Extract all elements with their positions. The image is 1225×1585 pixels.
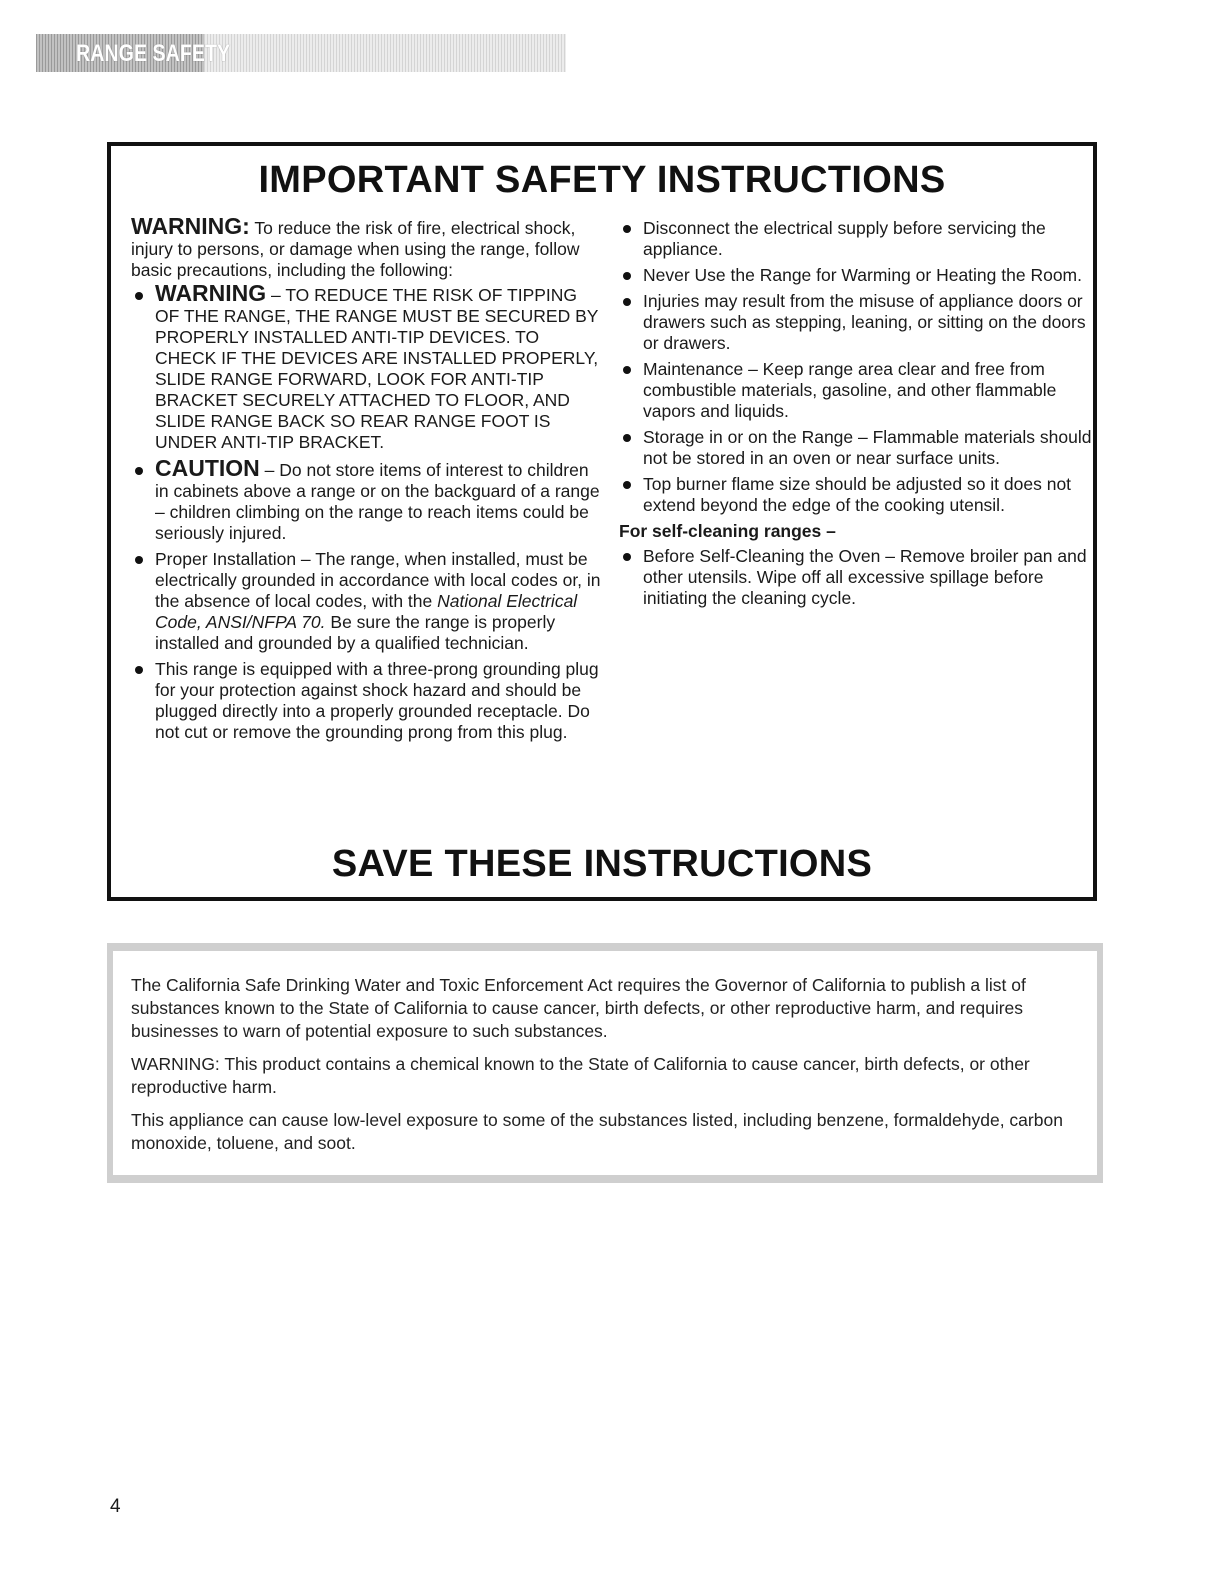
right-bullet-list xyxy=(619,218,1099,516)
safety-right-column xyxy=(619,218,1099,614)
list-item xyxy=(619,546,1099,609)
list-item-text: Never Use the Range for Warming or Heating the Room. xyxy=(643,265,1082,285)
bullet-icon xyxy=(135,467,143,475)
grounding-plug-text: This range is equipped with a three-prong grounding plug for your protection against shock hazard and should be plugged directly into a properly grounded receptacle. Do not cut or remove the grounding prong from this plug. xyxy=(155,659,599,742)
list-item xyxy=(619,218,1099,260)
caution-label: CAUTION xyxy=(155,455,260,481)
bullet-icon xyxy=(135,666,143,674)
list-item-text: Maintenance – Keep range area clear and free from combustible materials, gasoline, and other flammable vapors and liquids. xyxy=(643,359,1057,421)
save-instructions-title: SAVE THESE INSTRUCTIONS xyxy=(331,843,873,885)
list-item-text: Injuries may result from the misuse of appliance doors or drawers such as stepping, leaning, or sitting on the doors or drawers. xyxy=(643,291,1086,353)
list-item xyxy=(131,549,601,654)
prop65-paragraph: This appliance can cause low-level exposure to some of the substances listed, including benzene, formaldehyde, carbon monoxide, toluene, and soot. xyxy=(131,1110,1063,1153)
bullet-icon xyxy=(623,225,631,233)
list-item xyxy=(131,280,601,453)
left-bullet-list xyxy=(131,280,601,743)
warning-intro-label: WARNING: xyxy=(131,213,250,239)
section-header-banner xyxy=(36,34,566,72)
prop65-paragraph: The California Safe Drinking Water and Toxic Enforcement Act requires the Governor of California to publish a list of substances known to the State of California to cause cancer, birth defects, or other reproductive harm, and requires businesses to warn of potential exposure to such substances. xyxy=(131,975,1026,1041)
bullet-icon xyxy=(135,292,143,300)
bullet-icon xyxy=(623,366,631,374)
list-item xyxy=(619,265,1099,286)
prop65-text xyxy=(131,974,1071,1165)
list-item-text: Storage in or on the Range – Flammable materials should not be stored in an oven or near surface units. xyxy=(643,427,1092,468)
tip-warning-text: – TO REDUCE THE RISK OF TIPPING OF THE RANGE, THE RANGE MUST BE SECURED BY PROPERLY INSTALLED ANTI-TIP DEVICES. TO CHECK IF THE DEVICES ARE INSTALLED PROPERLY, SLIDE RANGE FORWARD, LOOK FOR ANTI-TIP BRACKET SECURELY ATTACHED TO FLOOR, AND SLIDE RANGE BACK SO REAR RANGE FOOT IS UNDER ANTI-TIP BRACKET. xyxy=(155,285,599,452)
important-safety-instructions-box xyxy=(107,142,1097,901)
list-item-text: Before Self-Cleaning the Oven – Remove broiler pan and other utensils. Wipe off all excessive spillage before initiating the cleaning cycle. xyxy=(643,546,1087,608)
prop65-paragraph: WARNING: This product contains a chemical known to the State of California to cause cancer, birth defects, or other reproductive harm. xyxy=(131,1054,1030,1097)
section-header-label: RANGE SAFETY xyxy=(76,40,231,67)
bullet-icon xyxy=(135,556,143,564)
self-cleaning-list xyxy=(619,546,1099,609)
list-item-text: Top burner flame size should be adjusted so it does not extend beyond the edge of the cooking utensil. xyxy=(643,474,1072,515)
page-number: 4 xyxy=(110,1496,121,1517)
list-item xyxy=(619,474,1099,516)
bullet-icon xyxy=(623,434,631,442)
installation-text-after: Be sure the range is properly installed and grounded by a qualified technician. xyxy=(155,612,556,653)
list-item xyxy=(619,291,1099,354)
caution-text: – Do not store items of interest to children in cabinets above a range or on the backguard of a range – children climbing on the range to reach items could be seriously injured. xyxy=(155,460,600,543)
installation-text-before: Proper Installation – The range, when installed, must be electrically grounded in accordance with local codes or, in the absence of local codes, with the xyxy=(155,549,601,611)
bullet-icon xyxy=(623,298,631,306)
warning-intro-text: To reduce the risk of fire, electrical shock, injury to persons, or damage when using the range, follow basic precautions, including the following: xyxy=(131,218,580,280)
list-item-text: Disconnect the electrical supply before servicing the appliance. xyxy=(643,218,1046,259)
safety-left-column xyxy=(131,213,601,748)
tip-warning-label: WARNING xyxy=(155,280,267,306)
bullet-icon xyxy=(623,481,631,489)
list-item xyxy=(131,455,601,544)
warning-intro xyxy=(131,213,601,281)
list-item xyxy=(131,659,601,743)
installation-code-reference: National Electrical Code, ANSI/NFPA 70. xyxy=(155,591,578,632)
bullet-icon xyxy=(623,553,631,561)
safety-box-title: IMPORTANT SAFETY INSTRUCTIONS xyxy=(258,159,946,201)
self-cleaning-heading: For self-cleaning ranges – xyxy=(619,521,836,541)
list-item xyxy=(619,427,1099,469)
california-prop65-notice xyxy=(107,943,1103,1183)
list-item xyxy=(619,359,1099,422)
bullet-icon xyxy=(623,272,631,280)
